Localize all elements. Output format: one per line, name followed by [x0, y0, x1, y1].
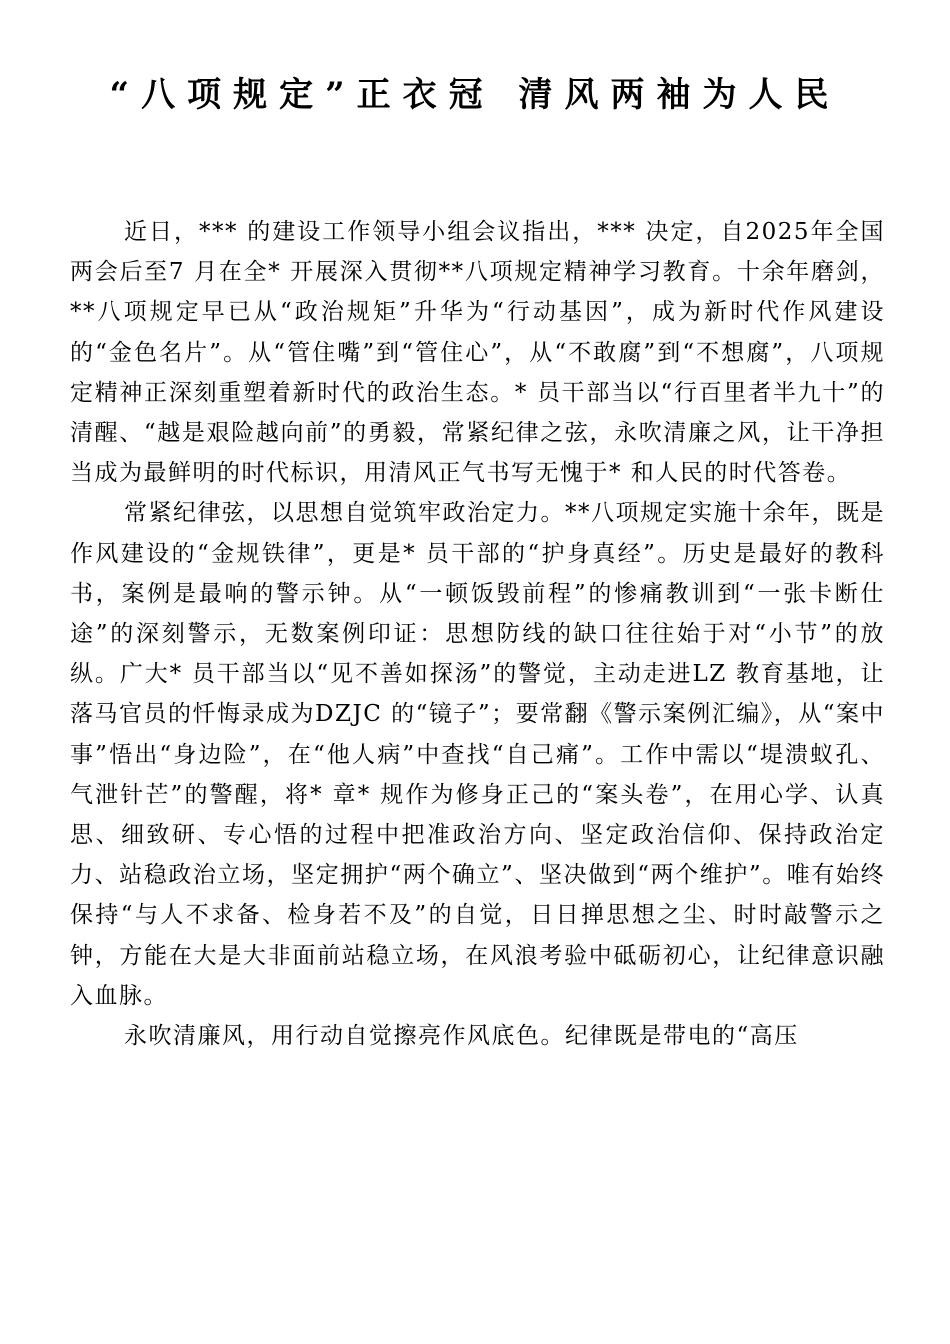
document-title: “八项规定”正衣冠 清风两袖为人民: [109, 75, 841, 115]
paragraph-intro: 近日，*** 的建设工作领导小组会议指出，*** 决定，自2025年全国两会后至7 月在全* 开展深入贯彻**八项规定精神学习教育。十余年磨剑，**八项规定早已从“政治规矩”升华为“行动基因”，成为新时代作风建设的“金色名片”。从“管住嘴”到“管住心”，从“不敢腐”到“不想腐”，八项规定精神正深刻重塑着新时代的政治生态。* 员干部当以“行百里者半九十”的清醒、“越是艰险越向前”的勇毅，常紧纪律之弦，永吹清廉之风，让干净担当成为最鲜明的时代标识，用清风正气书写无愧于* 和人民的时代答卷。: [70, 219, 885, 487]
paragraph-integrity: 永吹清廉风，用行动自觉擦亮作风底色。纪律既是带电的“高压: [124, 1023, 799, 1050]
document-body: [70, 212, 885, 1056]
paragraph-discipline: 常紧纪律弦，以思想自觉筑牢政治定力。**八项规定实施十余年，既是作风建设的“金规铁律”，更是* 员干部的“护身真经”。历史是最好的教科书，案例是最响的警示钟。从“一顿饭毁前程”的惨痛教训到“一张卡断仕途”的深刻警示，无数案例印证：思想防线的缺口往往始于对“小节”的放纵。广大* 员干部当以“见不善如探汤”的警觉，主动走进LZ 教育基地，让落马官员的忏悔录成为DZJC 的“镜子”；要常翻《警示案例汇编》，从“案中事”悟出“身边险”，在“他人病”中查找“自己痛”。工作中需以“堤溃蚁孔、气泄针芒”的警醒，将* 章* 规作为修身正己的“案头卷”，在用心学、认真思、细致研、专心悟的过程中把准政治方向、坚定政治信仰、保持政治定力、站稳政治立场，坚定拥护“两个确立”、坚决做到“两个维护”。唯有始终保持“与人不求备、检身若不及”的自觉，日日掸思想之尘、时时敲警示之钟，方能在大是大非面前站稳立场，在风浪考验中砥砺初心，让纪律意识融入血脉。: [70, 500, 885, 1009]
